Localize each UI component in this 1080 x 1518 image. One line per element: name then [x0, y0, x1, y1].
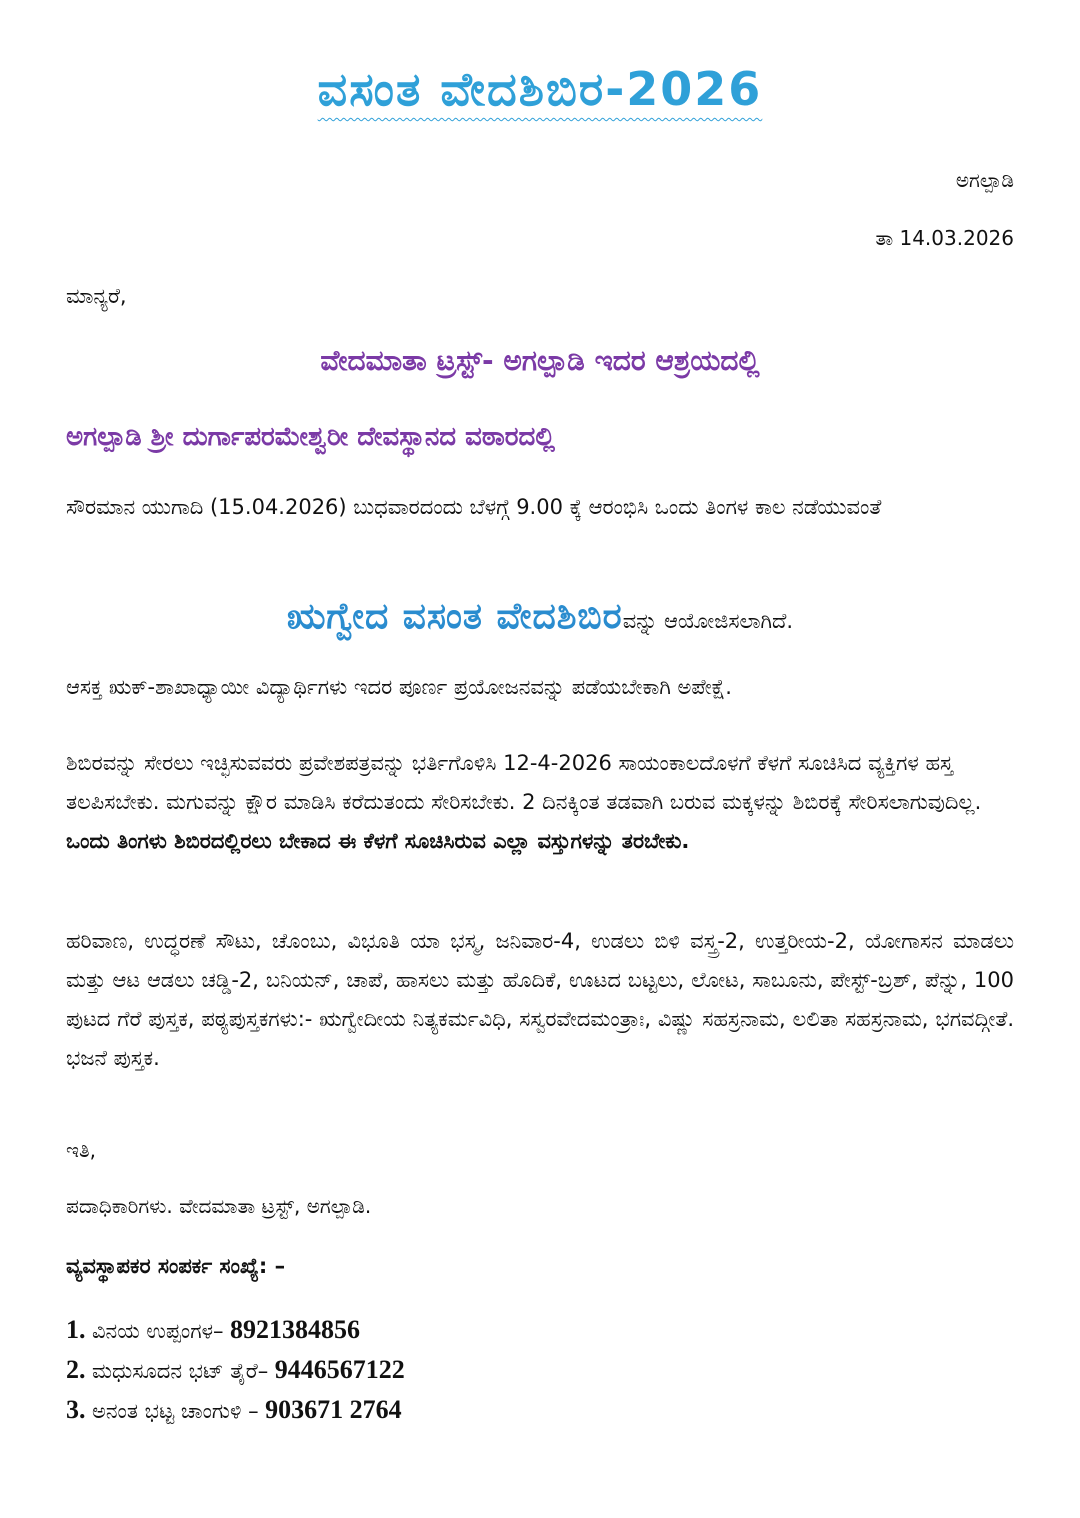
- contact-index: 1.: [66, 1315, 86, 1344]
- items-list-paragraph: ಹರಿವಾಣ, ಉದ್ಧರಣೆ ಸೌಟು, ಚೊಂಬು, ವಿಭೂತಿ ಯಾ ಭಸ್ಮ, ಜನಿವಾರ-4, ಉಡಲು ಬಿಳಿ ವಸ್ತ್ರ-2, ಉತ್ತರೀಯ-2, ಯೋಗಾಸನ ಮಾಡಲು ಮತ್ತು ಆಟ ಆಡಲು ಚಡ್ಡಿ-2, ಬನಿಯನ್, ಚಾಪೆ, ಹಾಸಲು ಮತ್ತು ಹೊದಿಕೆ, ಊಟದ ಬಟ್ಟಲು, ಲೋಟ, ಸಾಬೂನು, ಪೇಸ್ಟ್-ಬ್ರಶ್, ಪೆನ್ನು, 100 ಪುಟದ ಗೆರೆ ಪುಸ್ತಕ, ಪಠ್ಯಪುಸ್ತಕಗಳು:- ಋಗ್ವೇದೀಯ ನಿತ್ಯಕರ್ಮವಿಧಿ, ಸಸ್ವರವೇದಮಂತ್ರಾಃ, ವಿಷ್ಣು ಸಹಸ್ರನಾಮ, ಲಲಿತಾ ಸಹಸ್ರನಾಮ, ಭಗವದ್ಗೀತೆ. ಭಜನೆ ಪುಸ್ತಕ.: [66, 929, 1014, 1070]
- items-instruction: ಒಂದು ತಿಂಗಳು ಶಿಬಿರದಲ್ಲಿರಲು ಬೇಕಾದ ಈ ಕೆಳಗೆ ಸೂಚಿಸಿರುವ ಎಲ್ಲಾ ವಸ್ತುಗಳನ್ನು ತರಬೇಕು.: [66, 829, 690, 853]
- camp-announcement: [0, 596, 1080, 638]
- registration-paragraph: [66, 744, 1014, 861]
- contact-name: ಅನಂತ ಭಟ್ಟ ಚಾಂಗುಳಿ –: [92, 1399, 259, 1423]
- greeting: ಮಾನ್ಯರೆ,: [66, 284, 127, 308]
- contact-index: 2.: [66, 1355, 86, 1384]
- camp-name: ಋಗ್ವೇದ ವಸಂತ ವೇದಶಿಬಿರ: [286, 596, 623, 637]
- invitation-paragraph: ಆಸಕ್ತ ಋಕ್-ಶಾಖಾಧ್ಯಾಯೀ ವಿದ್ಯಾರ್ಥಿಗಳು ಇದರ ಪೂರ್ಣ ಪ್ರಯೋಜನವನ್ನು ಪಡೆಯಬೇಕಾಗಿ ಅಪೇಕ್ಷೆ.: [66, 675, 732, 699]
- contact-phone: 903671 2764: [265, 1395, 402, 1424]
- contact-name: ವಿನಯ ಉಪ್ಪಂಗಳ–: [92, 1319, 224, 1343]
- contact-phone: 8921384856: [229, 1315, 360, 1344]
- contact-item: [66, 1350, 405, 1390]
- camp-suffix: ವನ್ನು ಆಯೋಜಿಸಲಾಗಿದೆ.: [622, 609, 794, 633]
- event-paragraph: ಸೌರಮಾನ ಯುಗಾದಿ (15.04.2026) ಬುಧವಾರದಂದು ಬೆಳಗ್ಗೆ 9.00 ಕ್ಕೆ ಆರಂಭಿಸಿ ಒಂದು ತಿಂಗಳ ಕಾಲ ನಡೆಯುವಂತೆ: [66, 495, 882, 519]
- contact-list: [66, 1310, 405, 1430]
- place-name: ಅಗಲ್ಪಾಡಿ: [955, 168, 1014, 192]
- contact-phone: 9446567122: [274, 1355, 405, 1384]
- signature-line: ಪದಾಧಿಕಾರಿಗಳು. ವೇದಮಾತಾ ಟ್ರಸ್ಟ್, ಅಗಲ್ಪಾಡಿ.: [66, 1194, 372, 1218]
- letter-title: ವಸಂತ ವೇದಶಿಬಿರ-2026: [317, 62, 763, 116]
- organizer-heading: ವೇದಮಾತಾ ಟ್ರಸ್ಟ್- ಅಗಲ್ಪಾಡಿ ಇದರ ಆಶ್ರಯದಲ್ಲಿ: [320, 344, 760, 377]
- venue-heading: ಅಗಲ್ಪಾಡಿ ಶ್ರೀ ದುರ್ಗಾಪರಮೇಶ್ವರೀ ದೇವಸ್ಥಾನದ ವಠಾರದಲ್ಲಿ: [66, 422, 555, 452]
- closing-word: ಇತಿ,: [66, 1138, 96, 1162]
- contact-heading: ವ್ಯವಸ್ಥಾಪಕರ ಸಂಪರ್ಕ ಸಂಖ್ಯೆ: –: [66, 1254, 286, 1278]
- contact-name: ಮಧುಸೂದನ ಭಟ್ ತೈರೆ–: [92, 1359, 269, 1383]
- contact-index: 3.: [66, 1395, 86, 1424]
- letter-date: ತಾ 14.03.2026: [875, 226, 1014, 250]
- registration-text: ಶಿಬಿರವನ್ನು ಸೇರಲು ಇಚ್ಛಿಸುವವರು ಪ್ರವೇಶಪತ್ರವನ್ನು ಭರ್ತಿಗೊಳಿಸಿ 12-4-2026 ಸಾಯಂಕಾಲದೊಳಗೆ ಕೆಳಗೆ ಸೂಚಿಸಿದ ವ್ಯಕ್ತಿಗಳ ಹಸ್ತ ತಲಪಿಸಬೇಕು. ಮಗುವನ್ನು ಕ್ಷೌರ ಮಾಡಿಸಿ ಕರೆದುತಂದು ಸೇರಿಸಬೇಕು. 2 ದಿನಕ್ಕಿಂತ ತಡವಾಗಿ ಬರುವ ಮಕ್ಕಳನ್ನು ಶಿಬಿರಕ್ಕೆ ಸೇರಿಸಲಾಗುವುದಿಲ್ಲ.: [66, 751, 982, 814]
- contact-item: [66, 1310, 405, 1350]
- contact-item: [66, 1390, 405, 1430]
